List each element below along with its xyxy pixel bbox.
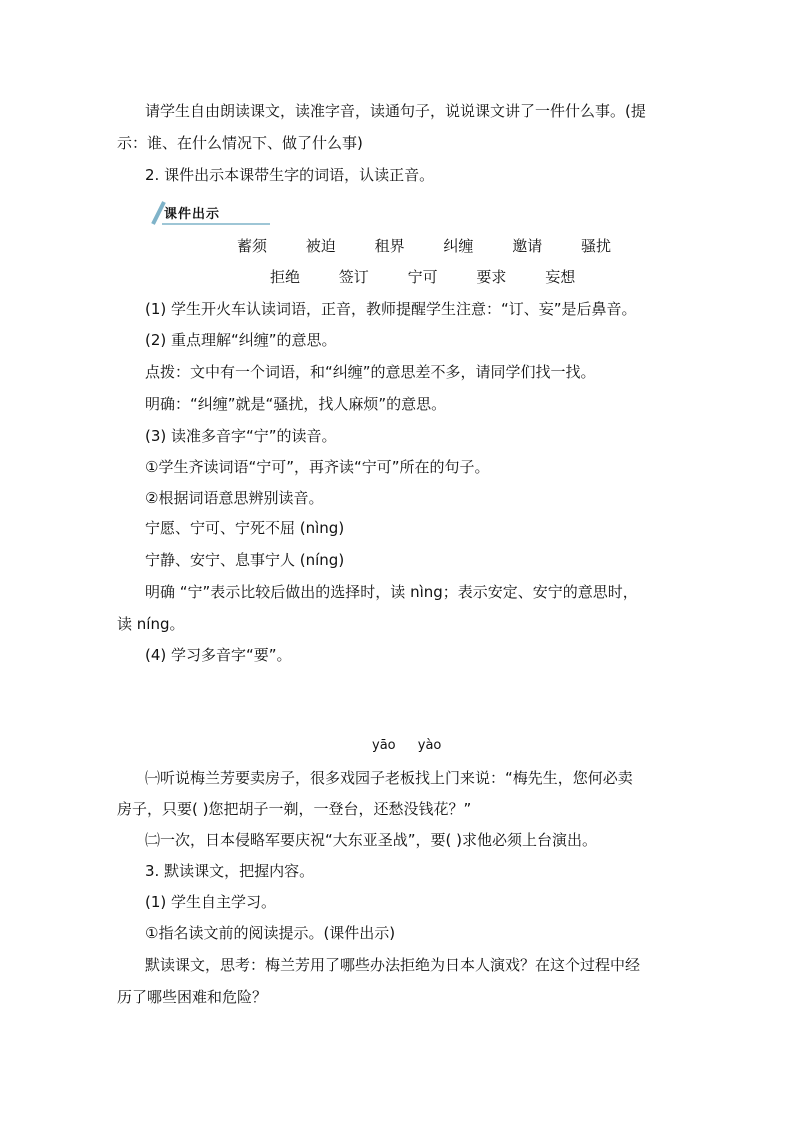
paragraph-line: (4) 学习多音字“要”。 — [145, 646, 292, 664]
paragraph-line: 3. 默读课文，把握内容。 — [145, 862, 315, 880]
paragraph-line: (2) 重点理解“纠缠”的意思。 — [145, 331, 337, 349]
vocab-word: 宁可 — [407, 268, 438, 286]
paragraph-line: (1) 学生开火车认读词语，正音，教师提醒学生注意：“订、妄”是后鼻音。 — [145, 300, 637, 318]
vocab-word: 骚扰 — [580, 237, 611, 255]
paragraph-line: 读 níng。 — [117, 615, 185, 633]
paragraph-line: 默读课文，思考：梅兰芳用了哪些办法拒绝为日本人演戏？在这个过程中经 — [145, 956, 641, 974]
pinyin-item: yào — [417, 738, 442, 753]
vocab-word: 被迫 — [305, 237, 336, 255]
vocab-word: 签订 — [338, 268, 369, 286]
courseware-tag — [150, 200, 270, 226]
paragraph-line: 明确 “宁”表示比较后做出的选择时，读 nìng；表示安定、安宁的意思时， — [145, 583, 638, 601]
vocab-word: 蓄须 — [237, 237, 268, 255]
paragraph-line: 宁愿、宁可、宁死不屈 (nìng) — [145, 519, 345, 537]
paragraph-line: 明确：“纠缠”就是“骚扰，找人麻烦”的意思。 — [145, 395, 447, 413]
vocab-word: 要求 — [476, 268, 507, 286]
paragraph-line: 历了哪些困难和危险？ — [117, 988, 268, 1006]
vocab-row-1 — [237, 236, 611, 256]
paragraph-line: ②根据词语意思辨别读音。 — [145, 489, 324, 507]
paragraph-line: (3) 读准多音字“宁”的读音。 — [145, 427, 337, 445]
paragraph-line: 2. 课件出示本课带生字的词语，认读正音。 — [145, 166, 435, 184]
vocab-word: 邀请 — [512, 237, 543, 255]
paragraph-line: ①学生齐读词语“宁可”，再齐读“宁可”所在的句子。 — [145, 458, 490, 476]
tag-label: 课件出示 — [164, 207, 221, 222]
paragraph-line: ①指名读文前的阅读提示。(课件出示) — [145, 924, 396, 942]
paragraph-line: ㈠听说梅兰芳要卖房子，很多戏园子老板找上门来说：“梅先生，您何必卖 — [145, 769, 633, 787]
paragraph-line: 点拨：文中有一个词语，和“纠缠”的意思差不多，请同学们找一找。 — [145, 363, 596, 381]
paragraph-line: 示：谁、在什么情况下、做了什么事) — [117, 134, 363, 152]
paragraph-line: (1) 学生自主学习。 — [145, 893, 277, 911]
paragraph-line: 房子，只要( )您把胡子一剃，一登台，还愁没钱花？” — [117, 800, 472, 818]
vocab-word: 纠缠 — [443, 237, 474, 255]
paragraph-line: ㈡一次，日本侵略军要庆祝“大东亚圣战”，要( )求他必须上台演出。 — [145, 831, 598, 849]
pinyin-row — [372, 738, 459, 753]
vocab-word: 拒绝 — [270, 268, 301, 286]
paragraph-line: 请学生自由朗读课文，读准字音，读通句子，说说课文讲了一件什么事。(提 — [145, 102, 646, 120]
vocab-word: 妄想 — [545, 268, 576, 286]
vocab-row-2 — [270, 267, 575, 287]
paragraph-line: 宁静、安宁、息事宁人 (níng) — [145, 551, 345, 569]
vocab-word: 租界 — [374, 237, 405, 255]
pinyin-item: yāo — [372, 738, 396, 753]
